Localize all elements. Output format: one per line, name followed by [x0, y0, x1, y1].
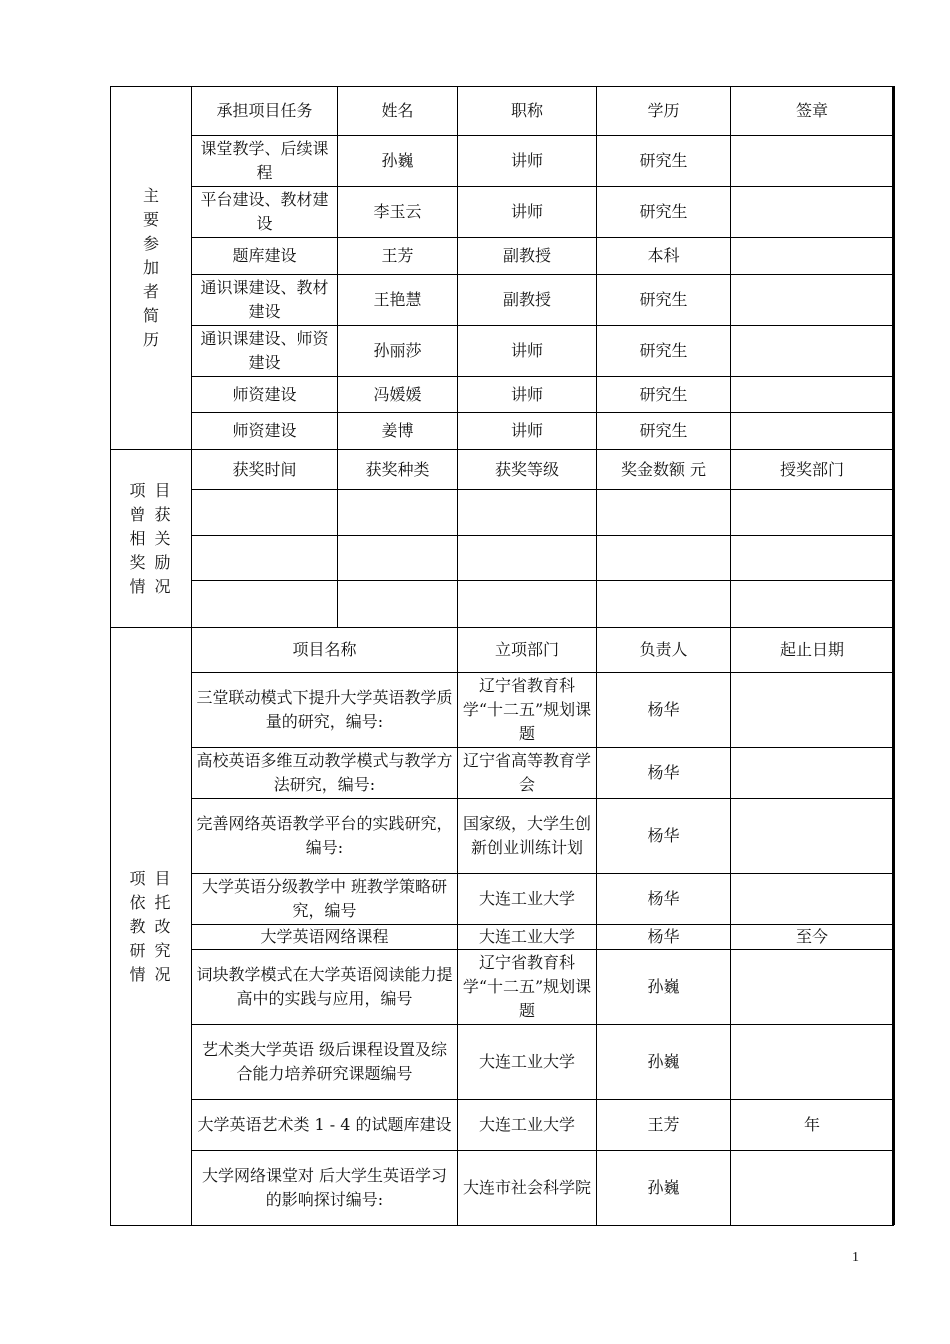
award-cell [597, 581, 731, 628]
participant-task: 师资建设 [192, 413, 338, 450]
project-date [731, 673, 894, 748]
participant-name: 孙巍 [338, 136, 458, 187]
project-dept: 大连市社会科学院 [458, 1151, 597, 1226]
participant-education: 本科 [597, 238, 731, 275]
award-cell [192, 490, 338, 536]
project-lead: 王芳 [597, 1100, 731, 1151]
project-dept: 大连工业大学 [458, 874, 597, 925]
project-name: 大学英语分级教学中 班教学策略研究，编号 [192, 874, 458, 925]
participant-name: 王艳慧 [338, 275, 458, 326]
project-lead: 孙巍 [597, 950, 731, 1025]
participant-title: 副教授 [458, 275, 597, 326]
participant-signature [731, 377, 894, 413]
participant-signature [731, 238, 894, 275]
project-name: 大学英语网络课程 [192, 925, 458, 950]
award-cell [338, 490, 458, 536]
header-project-name: 项目名称 [192, 628, 458, 673]
page-number: 1 [852, 1250, 859, 1265]
participant-title: 讲师 [458, 413, 597, 450]
participant-task: 师资建设 [192, 377, 338, 413]
project-lead: 孙巍 [597, 1151, 731, 1226]
participant-signature [731, 413, 894, 450]
participant-signature [731, 136, 894, 187]
participant-task: 课堂教学、后续课程 [192, 136, 338, 187]
project-date [731, 1025, 894, 1100]
participant-education: 研究生 [597, 275, 731, 326]
participant-signature [731, 275, 894, 326]
participant-name: 冯媛媛 [338, 377, 458, 413]
project-name: 大学网络课堂对 后大学生英语学习的影响探讨编号: [192, 1151, 458, 1226]
header-project-date: 起止日期 [731, 628, 894, 673]
project-dept: 辽宁省教育科学“十二五”规划课题 [458, 673, 597, 748]
header-project-lead: 负责人 [597, 628, 731, 673]
project-date [731, 874, 894, 925]
project-dept: 大连工业大学 [458, 1025, 597, 1100]
section-projects-label: 项 目 依 托 教 改 研 究 情 况 [111, 628, 192, 1226]
participant-signature [731, 326, 894, 377]
project-date: 年 [731, 1100, 894, 1151]
section-participants-label: 主要参加者简历 [111, 87, 192, 450]
participant-title: 讲师 [458, 136, 597, 187]
award-cell [731, 536, 894, 581]
header-education: 学历 [597, 87, 731, 136]
participant-education: 研究生 [597, 187, 731, 238]
header-title: 职称 [458, 87, 597, 136]
award-cell [338, 536, 458, 581]
project-date [731, 748, 894, 799]
header-award-dept: 授奖部门 [731, 450, 894, 490]
participant-education: 研究生 [597, 377, 731, 413]
application-form-table [110, 86, 894, 1226]
participant-task: 通识课建设、师资建设 [192, 326, 338, 377]
project-name: 完善网络英语教学平台的实践研究， 编号: [192, 799, 458, 874]
award-cell [458, 581, 597, 628]
header-name: 姓名 [338, 87, 458, 136]
header-award-time: 获奖时间 [192, 450, 338, 490]
project-lead: 孙巍 [597, 1025, 731, 1100]
participant-title: 副教授 [458, 238, 597, 275]
award-cell [597, 536, 731, 581]
header-project-dept: 立项部门 [458, 628, 597, 673]
project-name: 大学英语艺术类 1 - 4 的试题库建设 [192, 1100, 458, 1151]
award-cell [192, 536, 338, 581]
project-lead: 杨华 [597, 673, 731, 748]
award-cell [338, 581, 458, 628]
project-name: 艺术类大学英语 级后课程设置及综合能力培养研究课题编号 [192, 1025, 458, 1100]
participant-task: 通识课建设、教材建设 [192, 275, 338, 326]
participant-title: 讲师 [458, 377, 597, 413]
award-cell [458, 536, 597, 581]
award-cell [597, 490, 731, 536]
award-cell [458, 490, 597, 536]
project-date [731, 1151, 894, 1226]
participant-task: 平台建设、教材建设 [192, 187, 338, 238]
project-lead: 杨华 [597, 925, 731, 950]
project-lead: 杨华 [597, 748, 731, 799]
project-dept: 大连工业大学 [458, 925, 597, 950]
project-name: 词块教学模式在大学英语阅读能力提高中的实践与应用，编号 [192, 950, 458, 1025]
project-dept: 国家级，大学生创新创业训练计划 [458, 799, 597, 874]
participant-task: 题库建设 [192, 238, 338, 275]
participant-education: 研究生 [597, 136, 731, 187]
award-cell [731, 490, 894, 536]
header-award-amount: 奖金数额 元 [597, 450, 731, 490]
participant-title: 讲师 [458, 187, 597, 238]
participant-education: 研究生 [597, 326, 731, 377]
participant-signature [731, 187, 894, 238]
participant-name: 王芳 [338, 238, 458, 275]
project-dept: 大连工业大学 [458, 1100, 597, 1151]
award-cell [731, 581, 894, 628]
header-signature: 签章 [731, 87, 894, 136]
participant-name: 孙丽莎 [338, 326, 458, 377]
project-lead: 杨华 [597, 874, 731, 925]
project-dept: 辽宁省高等教育学会 [458, 748, 597, 799]
header-award-level: 获奖等级 [458, 450, 597, 490]
participant-title: 讲师 [458, 326, 597, 377]
section-awards-label: 项 目 曾 获 相 关 奖 励 情 况 [111, 450, 192, 628]
participant-name: 姜博 [338, 413, 458, 450]
project-date: 至今 [731, 925, 894, 950]
award-cell [192, 581, 338, 628]
project-date [731, 799, 894, 874]
table-right-border [892, 86, 895, 1225]
participant-education: 研究生 [597, 413, 731, 450]
project-lead: 杨华 [597, 799, 731, 874]
header-task: 承担项目任务 [192, 87, 338, 136]
project-name: 三堂联动模式下提升大学英语教学质量的研究，编号: [192, 673, 458, 748]
project-dept: 辽宁省教育科学“十二五”规划课题 [458, 950, 597, 1025]
project-date [731, 950, 894, 1025]
project-name: 高校英语多维互动教学模式与教学方法研究，编号: [192, 748, 458, 799]
header-award-type: 获奖种类 [338, 450, 458, 490]
participant-name: 李玉云 [338, 187, 458, 238]
